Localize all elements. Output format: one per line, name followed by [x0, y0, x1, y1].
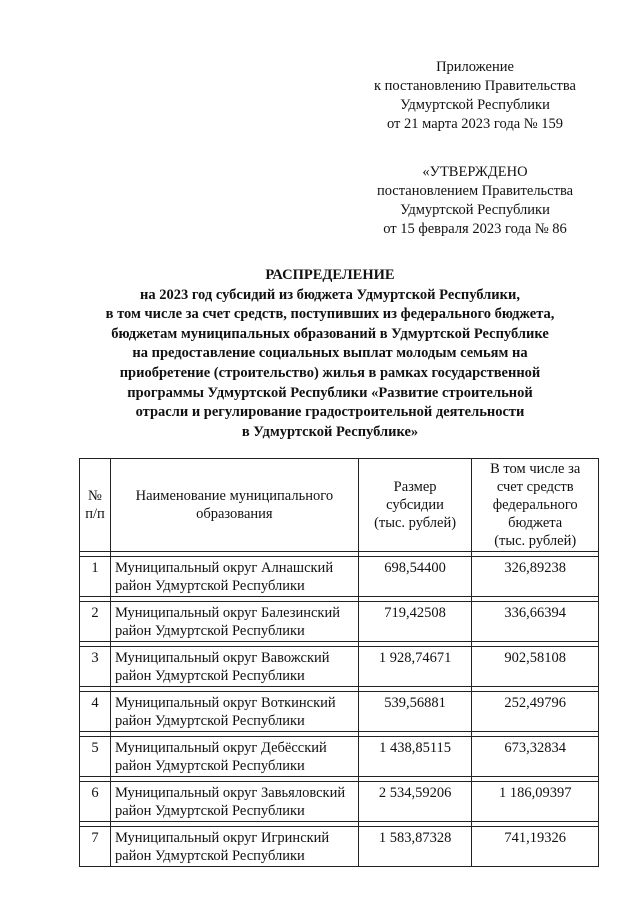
- table-row: [80, 692, 599, 732]
- approved-line: от 15 февраля 2023 года № 86: [383, 221, 567, 237]
- appendix-line: Удмуртской Республики: [400, 97, 550, 113]
- appendix-block: [340, 58, 610, 134]
- document-title: [60, 266, 600, 442]
- row-federal: 252,49796: [472, 692, 599, 732]
- table-row: [80, 827, 599, 867]
- row-num: 6: [80, 782, 111, 822]
- row-name: Муниципальный округ Дебёсский район Удмуртской Республики: [110, 737, 358, 777]
- header-subsidy: Размер субсидии (тыс. рублей): [358, 459, 472, 552]
- title-line: в Удмуртской Республике»: [241, 423, 419, 440]
- table-row: [80, 782, 599, 822]
- row-federal: 1 186,09397: [472, 782, 599, 822]
- title-line: в том числе за счет средств, поступивших из федерального бюджета,: [105, 306, 555, 323]
- row-subsidy: 1 438,85115: [358, 737, 472, 777]
- title-line: приобретение (строительство) жилья в рамках государственной: [119, 364, 541, 381]
- row-subsidy: 719,42508: [358, 602, 472, 642]
- row-name: Муниципальный округ Завьяловский район Удмуртской Республики: [110, 782, 358, 822]
- table-row: [80, 557, 599, 597]
- appendix-line: Приложение: [436, 59, 514, 75]
- row-subsidy: 1 583,87328: [358, 827, 472, 867]
- row-num: 3: [80, 647, 111, 687]
- table-row: [80, 737, 599, 777]
- row-name: Муниципальный округ Вавожский район Удмуртской Республики: [110, 647, 358, 687]
- title-line: на предоставление социальных выплат молодым семьям на: [132, 345, 528, 362]
- row-federal: 902,58108: [472, 647, 599, 687]
- row-federal: 741,19326: [472, 827, 599, 867]
- row-federal: 326,89238: [472, 557, 599, 597]
- row-num: 7: [80, 827, 111, 867]
- header-name: Наименование муниципального образования: [110, 459, 358, 552]
- row-subsidy: 539,56881: [358, 692, 472, 732]
- approved-line: постановлением Правительства: [376, 183, 574, 199]
- title-line: отрасли и регулирование градостроительной деятельности: [135, 404, 525, 421]
- row-subsidy: 698,54400: [358, 557, 472, 597]
- table-row: [80, 602, 599, 642]
- table-row: [80, 647, 599, 687]
- table-header-row: [80, 459, 599, 552]
- row-name: Муниципальный округ Игринский район Удмуртской Республики: [110, 827, 358, 867]
- title-line: программы Удмуртской Республики «Развитие строительной: [127, 384, 533, 401]
- row-subsidy: 2 534,59206: [358, 782, 472, 822]
- row-num: 5: [80, 737, 111, 777]
- title-line: на 2023 год субсидий из бюджета Удмуртской Республики,: [139, 286, 520, 303]
- row-num: 2: [80, 602, 111, 642]
- row-federal: 673,32834: [472, 737, 599, 777]
- appendix-line: от 21 марта 2023 года № 159: [387, 116, 563, 132]
- row-num: 1: [80, 557, 111, 597]
- row-name: Муниципальный округ Воткинский район Удмуртской Республики: [110, 692, 358, 732]
- appendix-line: к постановлению Правительства: [374, 78, 576, 94]
- row-federal: 336,66394: [472, 602, 599, 642]
- approved-line: Удмуртской Республики: [400, 202, 550, 218]
- approved-block: [340, 163, 610, 239]
- row-name: Муниципальный округ Алнашский район Удмуртской Республики: [110, 557, 358, 597]
- row-name: Муниципальный округ Балезинский район Удмуртской Республики: [110, 602, 358, 642]
- header-num: № п/п: [80, 459, 111, 552]
- title-line: РАСПРЕДЕЛЕНИЕ: [265, 267, 395, 283]
- approved-line: «УТВЕРЖДЕНО: [422, 164, 528, 180]
- header-federal: В том числе за счет средств федерального бюджета (тыс. рублей): [472, 459, 599, 552]
- row-subsidy: 1 928,74671: [358, 647, 472, 687]
- title-line: бюджетам муниципальных образований в Удмуртской Республике: [111, 325, 549, 342]
- row-num: 4: [80, 692, 111, 732]
- distribution-table: [79, 458, 599, 867]
